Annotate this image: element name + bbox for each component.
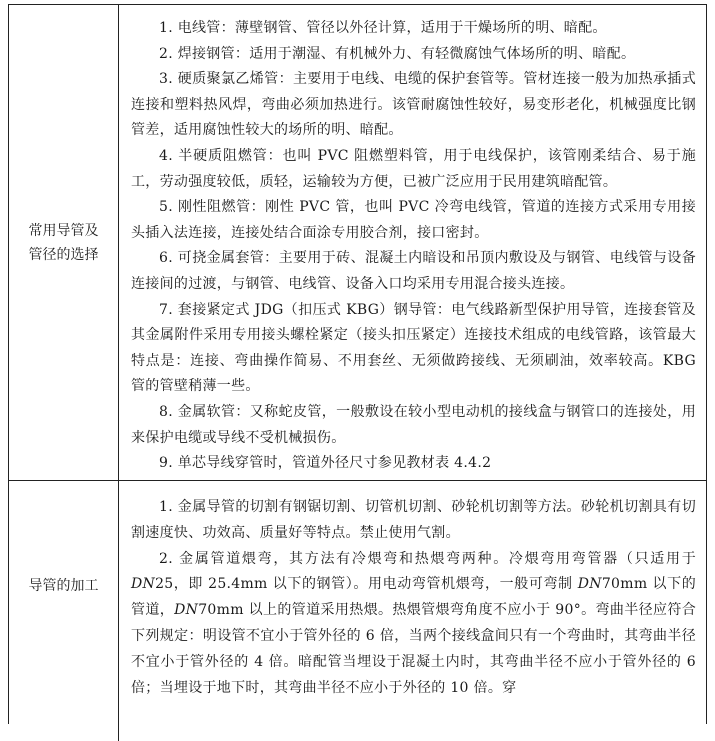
paragraph: 6. 可挠金属套管：主要用于砖、混凝土内暗设和吊顶内敷设及与钢管、电线管与设备连接间的过渡，与钢管、电线管、设备入口均采用专用混合接头连接。 xyxy=(131,250,696,292)
row-label-line: 常用导管及 xyxy=(28,222,99,239)
paragraph: 1. 金属导管的切割有钢锯切割、切管机切割、砂轮机切割等方法。砂轮机切割具有切割速度快、功效高、质量好等特点。禁止使用气割。 xyxy=(131,499,696,541)
table-row-conduit-processing xyxy=(9,481,706,741)
row-label-line: 导管的加工 xyxy=(28,578,99,594)
text-run: 2. 金属管道煨弯，其方法有冷煨弯和热煨弯两种。冷煨弯用弯管器（只适用于 xyxy=(159,550,696,567)
dn-symbol: DN xyxy=(174,602,199,619)
paragraph: 9. 单芯导线穿管时，管道外径尺寸参见教材表 4.4.2 xyxy=(159,455,492,472)
content-table xyxy=(8,4,707,724)
row-label xyxy=(9,5,119,480)
table-row-conduit-selection xyxy=(9,5,706,481)
paragraph: 8. 金属软管：又称蛇皮管，一般敷设在较小型电动机的接线盒与钢管口的连接处，用来保护电缆或导线不受机械损伤。 xyxy=(131,403,696,446)
row-label-line: 管径的选择 xyxy=(28,246,99,263)
paragraph: 3. 硬质聚氯乙烯管：主要用于电线、电缆的保护套管等。管材连接一般为加热承插式连接和塑料热风焊，弯曲必须加热进行。该管耐腐蚀性较好，易变形老化，机械强度比钢管差，适用腐蚀性较大的场所的明、暗配。 xyxy=(131,71,696,139)
text-run: 25，即 25.4mm 以下的钢管）。用电动弯管机煨弯，一般可弯制 xyxy=(155,576,578,593)
dn-symbol: DN xyxy=(577,576,602,593)
dn-symbol: DN xyxy=(131,576,156,593)
paragraph: 2. 焊接钢管：适用于潮湿、有机械外力、有轻微腐蚀气体场所的明、暗配。 xyxy=(159,45,636,62)
paragraph: 4. 半硬质阻燃管：也叫 PVC 阻燃塑料管，用于电线保护，该管刚柔结合、易于施工，劳动强度较低，质轻，运输较为方便，已被广泛应用于民用建筑暗配管。 xyxy=(131,147,696,190)
paragraph: 1. 电线管：薄壁钢管、管径以外径计算，适用于干燥场所的明、暗配。 xyxy=(159,20,607,36)
paragraph xyxy=(131,547,696,702)
row-label xyxy=(9,481,119,741)
paragraph: 7. 套接紧定式 JDG（扣压式 KBG）钢导管：电气线路新型保护用导管，连接套管及其金属附件采用专用接头螺栓紧定（接头扣压紧定）连接技术组成的电线管路，该管最大特点是：连接、弯曲操作简易、不用套丝、无须做跨接线、无须刷油，效率较高。KBG 管的管壁稍薄一些。 xyxy=(131,301,696,395)
text-run: 70mm 以上的管道采用热煨。热煨管煨弯角度不应小于 90°。弯曲半径应符合下列规定：明设管不宜小于管外径的 6 倍，当两个接线盒间只有一个弯曲时，其弯曲半径不宜小于管外径的 4 倍。暗配管当埋设于混凝土内时，其弯曲半径不应小于管外径的 6 倍；当埋设于地下时，其弯曲半径不应小于外径的 10 倍。穿 xyxy=(131,602,696,696)
paragraph: 5. 刚性阻燃管：刚性 PVC 管，也叫 PVC 冷弯电线管，管道的连接方式采用专用接头插入法连接，连接处结合面涂专用胶合剂，接口密封。 xyxy=(131,199,696,241)
text-run: 70mm 以下的管道， xyxy=(131,576,696,619)
row-content xyxy=(119,5,706,477)
row-content xyxy=(119,481,706,701)
